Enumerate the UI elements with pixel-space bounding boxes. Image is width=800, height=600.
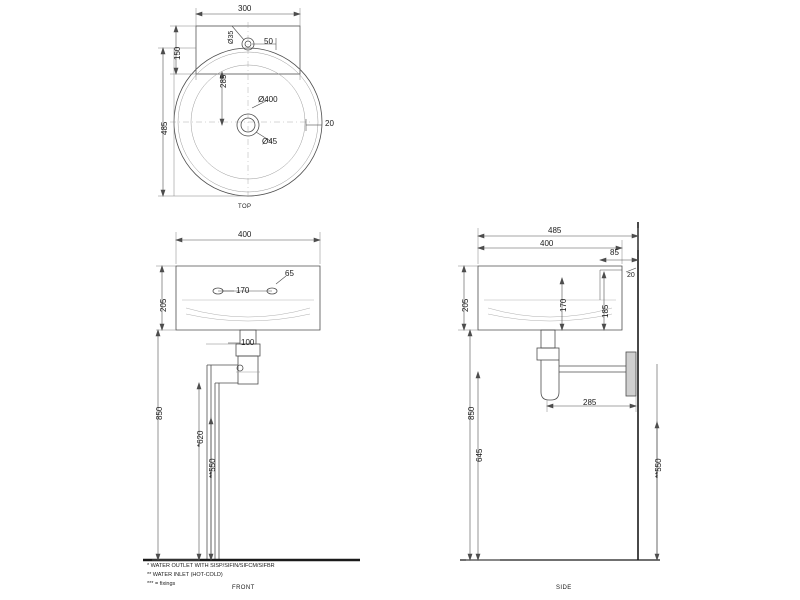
front-view-label: FRONT <box>232 585 255 591</box>
note-water-inlet: ** WATER INLET (HOT-COLD) <box>147 572 223 578</box>
side-edge-dim: 20 <box>627 272 635 279</box>
side-floor-height-dim: 850 <box>467 406 476 420</box>
side-tap-pos-dim: 170 <box>559 298 568 312</box>
top-edge-dim: 20 <box>325 119 334 128</box>
top-tap-offset-dim: 50 <box>264 37 273 46</box>
front-waste-dim: 100 <box>241 338 255 347</box>
side-wall-height-dim: 645 <box>475 448 484 462</box>
front-tap-height-dim: 65 <box>285 269 294 278</box>
top-view-label: TOP <box>238 204 252 210</box>
side-basin-depth-dim: 400 <box>540 239 554 248</box>
front-height-dim: 205 <box>159 298 168 312</box>
top-width-dim: 300 <box>238 4 252 13</box>
front-width-dim: 400 <box>238 230 252 239</box>
front-inlet-height-dim: **550 <box>208 458 217 478</box>
side-trap-dim: 285 <box>583 398 597 407</box>
side-view-label: SIDE <box>556 585 572 591</box>
side-inlet-height-dim: **550 <box>654 458 663 478</box>
top-waste-dim: Ø45 <box>262 137 278 146</box>
top-basin-diameter-dim: Ø400 <box>258 95 278 104</box>
top-depth-dim: 485 <box>160 121 169 135</box>
side-depth-dim: 485 <box>548 226 562 235</box>
front-floor-height-dim: 850 <box>155 406 164 420</box>
side-wall-gap-dim: 85 <box>610 248 619 257</box>
note-water-outlet: * WATER OUTLET WITH SISP/SIFIN/SIFCM/SIFBR <box>147 563 275 569</box>
side-height-dim: 205 <box>461 298 470 312</box>
front-outlet-height-dim: *620 <box>196 430 205 447</box>
top-rim-dim: 150 <box>173 46 182 60</box>
front-tap-spacing-dim: 170 <box>236 286 250 295</box>
note-fixings: *** = fixings <box>147 581 176 587</box>
top-front-offset-dim: 285 <box>219 74 228 88</box>
side-bracket-dim: 185 <box>601 304 610 318</box>
top-tap-hole-dim: Ø35 <box>228 30 235 44</box>
